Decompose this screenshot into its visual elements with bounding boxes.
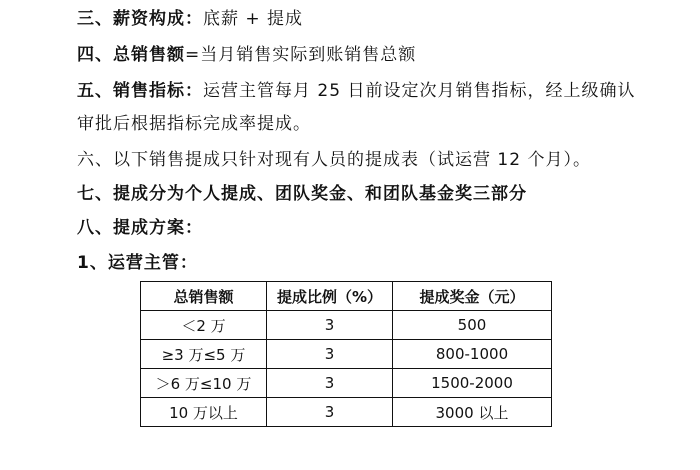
header-commission-rate: 提成比例（%） xyxy=(267,282,393,311)
commission-table xyxy=(140,281,552,427)
line-body: 运营主管每月 25 日前设定次月销售指标，经上级确认 xyxy=(203,81,636,101)
table-row xyxy=(141,311,552,340)
cell-bonus: 500 xyxy=(393,311,552,340)
line-sales-target-cont xyxy=(77,113,311,135)
header-total-sales: 总销售额 xyxy=(141,282,267,311)
line-body: 审批后根据指标完成率提成。 xyxy=(77,114,311,134)
cell-rate: 3 xyxy=(267,369,393,398)
table-row xyxy=(141,369,552,398)
table-row xyxy=(141,340,552,369)
line-commission-parts xyxy=(77,183,527,205)
line-head: 1、运营主管： xyxy=(77,253,198,273)
line-head: 三、薪资构成： xyxy=(77,9,203,29)
line-head: 五、销售指标： xyxy=(77,81,203,101)
cell-sales: ≥3 万≤5 万 xyxy=(141,340,267,369)
line-head: 七、提成分为个人提成、团队奖金、和团队基金奖三部分 xyxy=(77,184,527,204)
line-body: 六、以下销售提成只针对现有人员的提成表（试运营 12 个月）。 xyxy=(77,150,591,170)
header-commission-bonus: 提成奖金（元） xyxy=(393,282,552,311)
line-head: 四、总销售额 xyxy=(77,45,185,65)
cell-bonus: 800-1000 xyxy=(393,340,552,369)
cell-sales: 10 万以上 xyxy=(141,398,267,427)
cell-sales: ＞6 万≤10 万 xyxy=(141,369,267,398)
table-header-row xyxy=(141,282,552,311)
line-body: =当月销售实际到账销售总额 xyxy=(185,45,417,65)
line-sales-target xyxy=(77,80,635,102)
cell-bonus: 3000 以上 xyxy=(393,398,552,427)
cell-rate: 3 xyxy=(267,398,393,427)
line-commission-plan xyxy=(77,217,203,239)
line-ops-manager xyxy=(77,252,198,274)
line-total-sales xyxy=(77,44,416,66)
cell-sales: ＜2 万 xyxy=(141,311,267,340)
line-commission-scope xyxy=(77,149,591,171)
cell-bonus: 1500-2000 xyxy=(393,369,552,398)
cell-rate: 3 xyxy=(267,311,393,340)
line-body: 底薪 + 提成 xyxy=(203,9,304,29)
line-salary-structure xyxy=(77,8,303,30)
table-row xyxy=(141,398,552,427)
line-head: 八、提成方案： xyxy=(77,218,203,238)
cell-rate: 3 xyxy=(267,340,393,369)
